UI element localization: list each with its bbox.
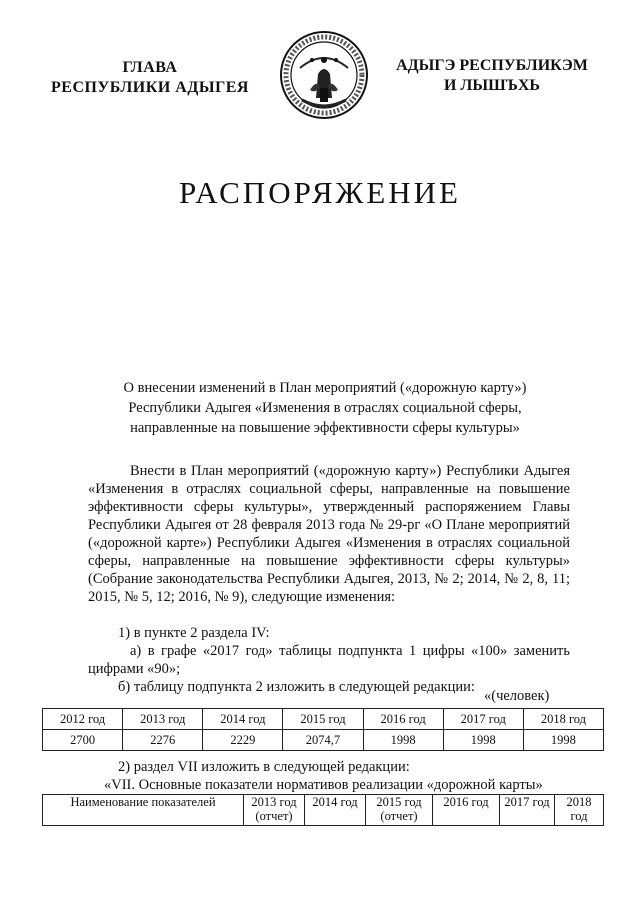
table-header-cell: 2016 год xyxy=(363,709,443,730)
table-cell: 1998 xyxy=(523,730,603,751)
issuer-adyghe-line-2: И ЛЫШЪХЬ xyxy=(443,77,541,94)
table-header-row xyxy=(43,709,604,730)
table-header-cell: 2018 год xyxy=(523,709,603,730)
table-cell: 1998 xyxy=(443,730,523,751)
table-header-cell: 2017 год xyxy=(443,709,523,730)
table-header-cell: 2016 год xyxy=(433,795,500,826)
document-title: РАСПОРЯЖЕНИЕ xyxy=(179,175,461,210)
table-cell: 2276 xyxy=(123,730,203,751)
item-2: 2) раздел VII изложить в следующей редакции: xyxy=(118,759,410,775)
unit-label: «(человек) xyxy=(484,688,550,704)
table-header-cell: Наименование показателей xyxy=(43,795,244,826)
table-header-cell: 2013 год (отчет) xyxy=(244,795,305,826)
table-header-cell: 2014 год xyxy=(203,709,283,730)
table-cell: 2074,7 xyxy=(283,730,363,751)
staff-count-table xyxy=(42,708,604,751)
table-header-cell: 2012 год xyxy=(43,709,123,730)
indicators-table xyxy=(42,794,604,826)
table-header-cell: 2015 год (отчет) xyxy=(366,795,433,826)
table-row xyxy=(43,730,604,751)
table-header-cell: 2018 год xyxy=(555,795,604,826)
issuer-title-adyghe xyxy=(382,56,602,96)
section-heading: «VII. Основные показатели нормативов реализации «дорожной карты» xyxy=(104,777,543,793)
item-1a: а) в графе «2017 год» таблицы подпункта 1 цифры «100» заменить цифрами «90»; xyxy=(88,643,570,677)
document-subject: О внесении изменений в План мероприятий («дорожную карту») Республики Адыгея «Изменения в отраслях социальной сферы, направленные на повышение эффективности сферы культуры» xyxy=(123,380,527,436)
issuer-line-2: РЕСПУБЛИКИ АДЫГЕЯ xyxy=(51,79,249,96)
table-header-cell: 2017 год xyxy=(500,795,555,826)
issuer-title-russian xyxy=(40,58,260,98)
coat-of-arms-icon xyxy=(272,30,376,120)
issuer-line-1: ГЛАВА xyxy=(122,59,178,76)
table-cell: 2229 xyxy=(203,730,283,751)
table-header-cell: 2014 год xyxy=(305,795,366,826)
table-cell: 2700 xyxy=(43,730,123,751)
item-1: 1) в пункте 2 раздела IV: xyxy=(118,625,270,641)
main-paragraph: Внести в План мероприятий («дорожную карту») Республики Адыгея «Изменения в отраслях социальной сферы, направленные на повышение эффективности сферы культуры», утвержденный распоряжением Главы Республики Адыгея от 28 февраля 2013 года № 29-рг «О Плане мероприятий («дорожной карте») Республики Адыгея «Изменения в отраслях социальной сферы, направленные на повышение эффективности сферы культуры» (Собрание законодательства Республики Адыгея, 2013, № 2; 2014, № 2, 8, 11; 2015, № 5, 12; 2016, № 9), следующие изменения: xyxy=(88,463,570,605)
table-cell: 1998 xyxy=(363,730,443,751)
table-header-cell: 2013 год xyxy=(123,709,203,730)
table-header-row xyxy=(43,795,604,826)
table-header-cell: 2015 год xyxy=(283,709,363,730)
issuer-adyghe-line-1: АДЫГЭ РЕСПУБЛИКЭМ xyxy=(396,57,588,74)
item-1b: б) таблицу подпункта 2 изложить в следующей редакции: xyxy=(118,679,475,695)
